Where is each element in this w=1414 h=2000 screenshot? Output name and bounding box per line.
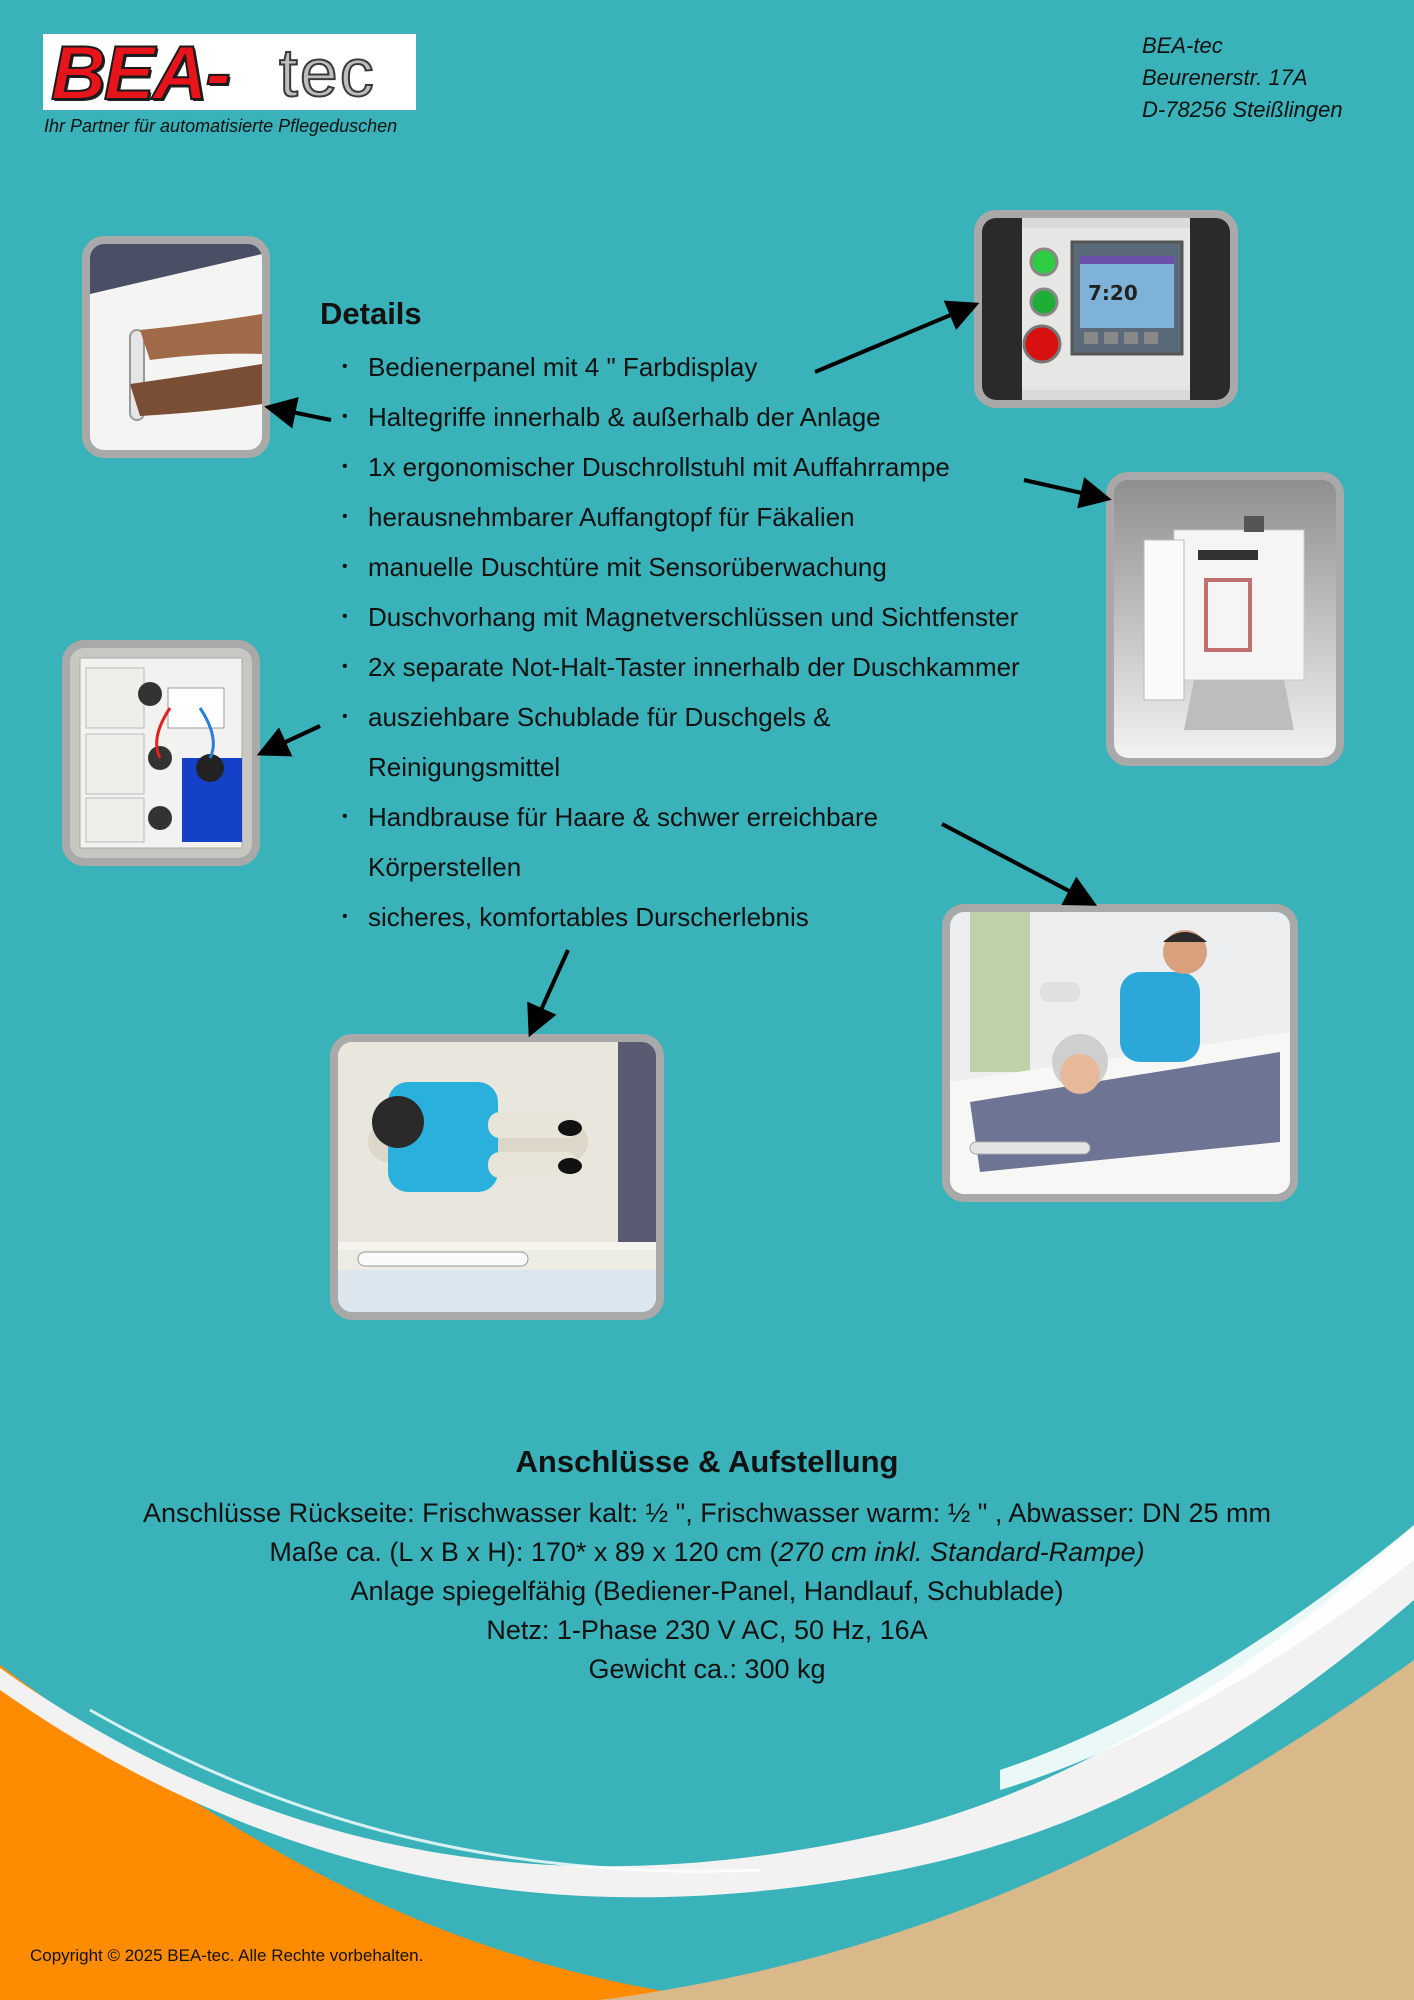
- photo-hair-washing: [942, 904, 1298, 1202]
- dimensions-text: Maße ca. (L x B x H): 170* x 89 x 120 cm (: [269, 1537, 779, 1567]
- connections-line-rear: Anschlüsse Rückseite: Frischwasser kalt: ½ ", Frischwasser warm: ½ " , Abwasser: DN 25 mm: [143, 1498, 1271, 1528]
- list-item: [368, 492, 1148, 542]
- connections-line-power: Netz: 1-Phase 230 V AC, 50 Hz, 16A: [486, 1615, 928, 1645]
- dimensions-ramp-note: 270 cm inkl. Standard-Rampe): [778, 1537, 1145, 1567]
- logo-bea-text: BEA-: [51, 34, 229, 110]
- list-item-text: 1x ergonomischer Duschrollstuhl mit Auffahrrampe: [368, 452, 950, 482]
- address-line-company: BEA-tec: [1142, 33, 1223, 58]
- copyright-notice: Copyright © 2025 BEA-tec. Alle Rechte vorbehalten.: [30, 1946, 424, 1965]
- list-item-text: ausziehbare Schublade für Duschgels &: [368, 702, 831, 732]
- list-item: [368, 442, 1148, 492]
- details-heading: Details: [320, 296, 422, 331]
- company-address: [1142, 30, 1343, 126]
- handle-grip-image: [90, 244, 262, 450]
- list-item: [368, 392, 1148, 442]
- list-item-text: Haltegriffe innerhalb & außerhalb der Anlage: [368, 402, 881, 432]
- address-line-city: D-78256 Steißlingen: [1142, 97, 1343, 122]
- list-item-text: manuelle Duschtüre mit Sensorüberwachung: [368, 552, 887, 582]
- tagline: Ihr Partner für automatisierte Pflegeduschen: [44, 116, 398, 136]
- bea-tec-logo: [43, 34, 416, 110]
- top-view-image: [338, 1042, 656, 1312]
- list-item-text: Handbrause für Haare & schwer erreichbare: [368, 802, 879, 832]
- photo-top-view-shower: [330, 1034, 664, 1320]
- drawer-image: [70, 648, 252, 858]
- list-item: [368, 792, 1148, 892]
- list-item: [368, 892, 1148, 942]
- list-item-text: 2x separate Not-Halt-Taster innerhalb der Duschkammer: [368, 652, 1020, 682]
- photo-handle-grip: [82, 236, 270, 458]
- list-item-text: herausnehmbarer Auffangtopf für Fäkalien: [368, 502, 855, 532]
- connections-line-mirror: Anlage spiegelfähig (Bediener-Panel, Handlauf, Schublade): [350, 1576, 1064, 1606]
- list-item-text: sicheres, komfortables Durscherlebnis: [368, 902, 809, 932]
- list-item-text: Bedienerpanel mit 4 " Farbdisplay: [368, 352, 758, 382]
- details-list: [336, 342, 1148, 942]
- list-item: [368, 692, 1148, 792]
- list-item: [368, 342, 1148, 392]
- address-line-street: Beurenerstr. 17A: [1142, 65, 1308, 90]
- list-item: [368, 592, 1148, 642]
- panel-time: 7:20: [1088, 281, 1138, 305]
- logo-tec-text: tec: [279, 35, 376, 110]
- connections-line-dimensions: [0, 1533, 1414, 1572]
- list-item-continuation: Körperstellen: [368, 852, 522, 882]
- connections-text: [0, 1494, 1414, 1689]
- connections-heading: Anschlüsse & Aufstellung: [515, 1444, 899, 1479]
- list-item: [368, 642, 1148, 692]
- list-item-text: Duschvorhang mit Magnetverschlüssen und Sichtfenster: [368, 602, 1019, 632]
- list-item-continuation: Reinigungsmittel: [368, 752, 561, 782]
- connections-line-weight: Gewicht ca.: 300 kg: [588, 1654, 826, 1684]
- hair-washing-image: [950, 912, 1290, 1194]
- photo-drawer-containers: [62, 640, 260, 866]
- list-item: [368, 542, 1148, 592]
